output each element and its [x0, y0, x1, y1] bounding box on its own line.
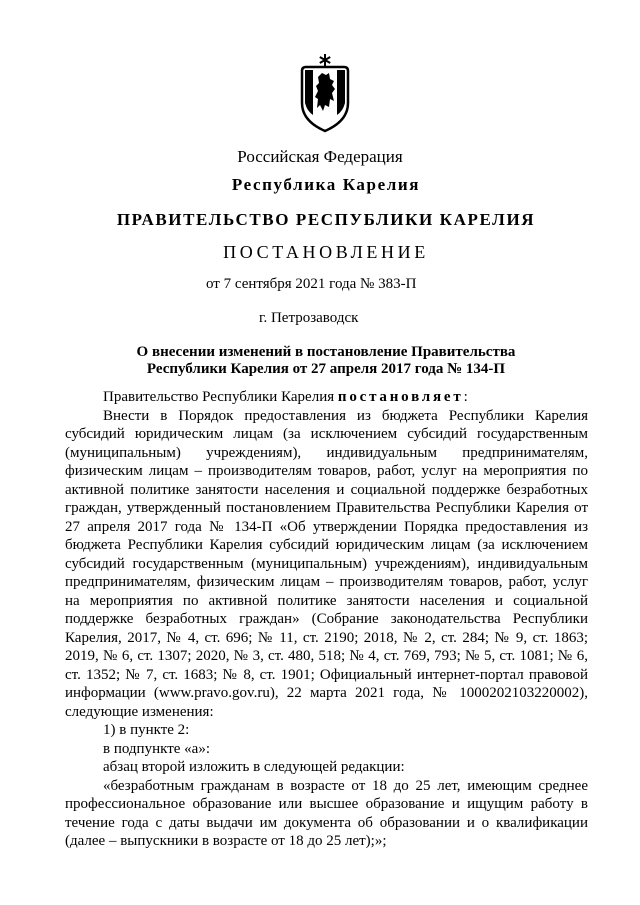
subject-line-2: Республики Карелия от 27 апреля 2017 года № 134-П: [146, 361, 506, 377]
paragraph-subitem-a: в подпункте «а»:: [103, 740, 210, 757]
government-name: ПРАВИТЕЛЬСТВО РЕСПУБЛИКИ КАРЕЛИЯ: [116, 210, 536, 229]
intro-suffix: :: [463, 389, 468, 405]
document-body: [65, 388, 588, 851]
republic-name: Республика Карелия: [231, 175, 421, 194]
country-name: Российская Федерация: [237, 147, 403, 166]
coat-of-arms-of-karelia-icon: [296, 53, 354, 133]
paragraph-new-wording: «безработным гражданам в возрасте от 18 до 25 лет, имеющим среднее профессиональное образование или высшее образование и ищущим работу в течение года с даты выдачи им документа об образовании и о квалификации (далее – выпускники в возрасте от 18 до 25 лет);»;: [65, 777, 588, 849]
city: г. Петрозаводск: [259, 310, 359, 326]
paragraph-amendments: Внести в Порядок предоставления из бюджета Республики Карелия субсидий юридическим лицам (за исключением субсидий государственным (муниципальным) учреждениям), индивидуальным предпринимателям, физическим лицам – производителям товаров, работ, услуг на мероприятия по активной политике занятости населения и социальной поддержке безработных граждан, утвержденный постановлением Правительства Республики Карелия от 27 апреля 2017 года № 134-П «Об утверждении Порядка предоставления из бюджета Республики Карелия субсидий юридическим лицам (за исключением субсидий государственным (муниципальным) учреждениям), индивидуальным предпринимателям, физическим лицам – производителям товаров, работ, услуг на мероприятия по активной политике занятости населения и социальной поддержке безработных граждан» (Собрание законодательства Республики Карелия, 2017, № 4, ст. 696; № 11, ст. 2190; 2018, № 2, ст. 284; № 9, ст. 1863; 2019, № 6, ст. 1307; 2020, № 3, ст. 480, 518; № 4, ст. 769, 793; № 5, ст. 1081; № 6, ст. 1352; № 7, ст. 1683; № 8, ст. 1901; Официальный интернет-портал правовой информации (www.pravo.gov.ru), 22 марта 2021 года, № 1000202103220002), следующие изменения:: [65, 407, 588, 720]
resolution-intro: [65, 388, 588, 407]
date-and-number: от 7 сентября 2021 года № 383-П: [206, 276, 417, 292]
document-subject: [6, 344, 640, 378]
document-type: ПОСТАНОВЛЕНИЕ: [223, 242, 429, 262]
intro-verb: постановляет: [337, 389, 464, 405]
intro-prefix: Правительство Республики Карелия: [103, 389, 338, 405]
paragraph-item-1: 1) в пункте 2:: [103, 722, 190, 738]
paragraph-instruction: абзац второй изложить в следующей редакции:: [103, 759, 405, 775]
subject-line-1: О внесении изменений в постановление Правительства: [136, 344, 516, 360]
